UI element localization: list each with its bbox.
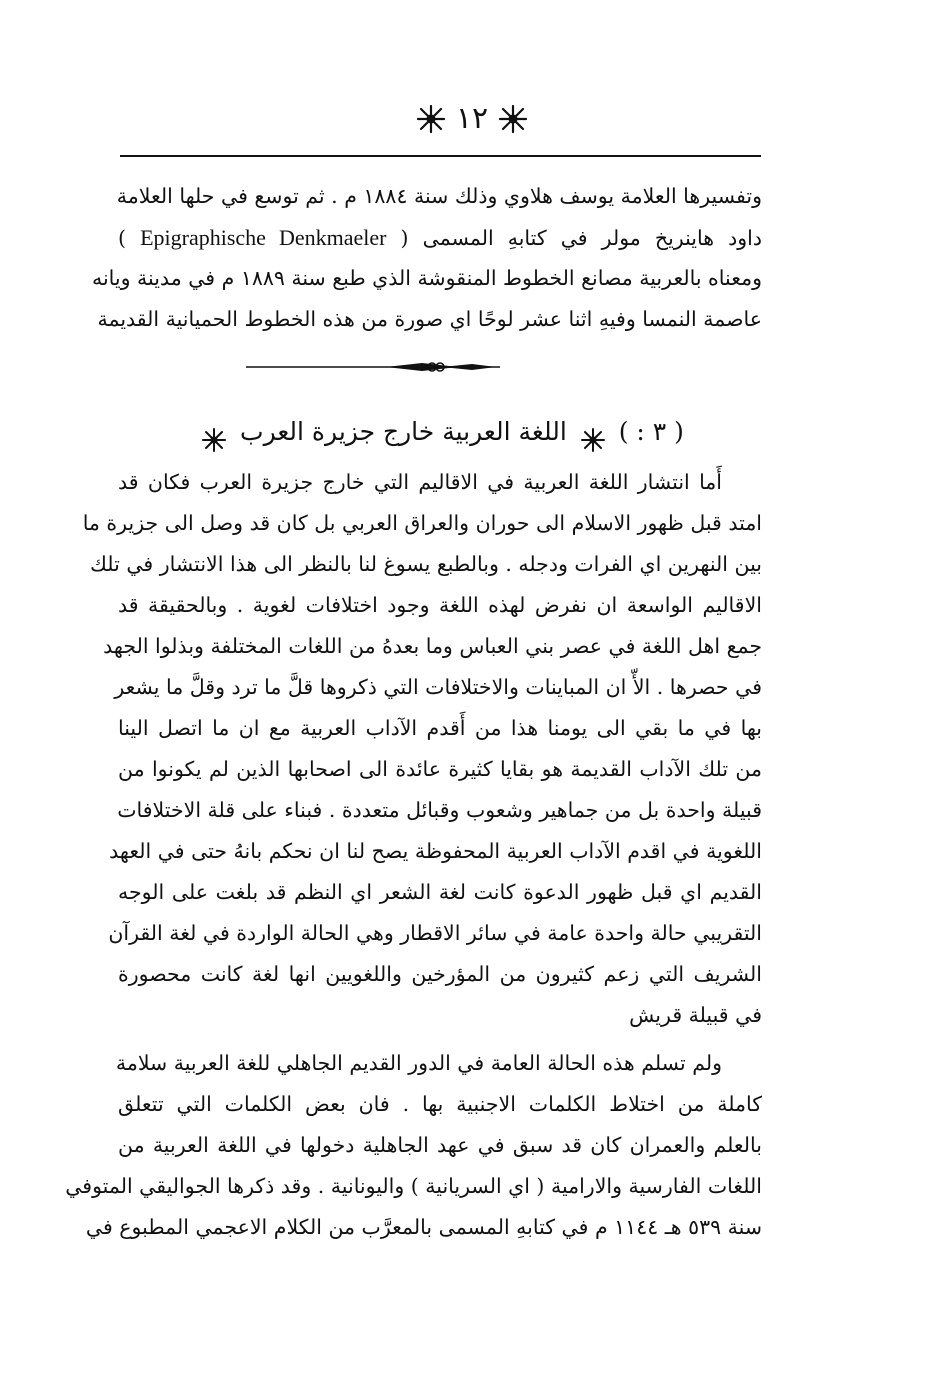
section-divider-ornament: [246, 359, 500, 373]
text-line: اللغوية في اقدم الآداب العربية المحفوظة يصح لنا ان نحكم بانهُ حتى في العهد: [109, 839, 762, 863]
text-line: بها في ما بقي الى يومنا هذا من أَقدم الآداب العربية مع ان ما اتصل الينا: [118, 716, 762, 740]
text-line: قبيلة واحدة بل من جماهير وشعوب وقبائل متعددة . فبناء على قلة الاختلافات: [117, 798, 762, 822]
text-line: كاملة من اختلاط الكلمات الاجنبية بها . فان بعض الكلمات التي تتعلق: [118, 1092, 762, 1116]
text-line: التقريبي حالة واحدة عامة في سائر الاقطار وهي الحالة الواردة في لغة القرآن: [108, 921, 762, 945]
text-line: ومعناه بالعربية مصانع الخطوط المنقوشة الذي طبع سنة ١٨٨٩ م في مدينة ويانه: [91, 266, 762, 290]
ornament-star-icon: [498, 104, 528, 134]
text-line: بين النهرين اي الفرات ودجله . وبالطبع يسوغ لنا بالنظر الى هذا الانتشار في تلك: [90, 552, 762, 576]
top-paragraph: [91, 176, 762, 340]
text-line: ولم تسلم هذه الحالة العامة في الدور القديم الجاهلي للغة العربية سلامة: [115, 1051, 722, 1075]
paragraph-2: [65, 1043, 762, 1248]
text-line: عاصمة النمسا وفيهِ اثنا عشر لوحًا اي صورة من هذه الخطوط الحميانية القديمة: [97, 307, 762, 331]
text-line: وتفسيرها العلامة يوسف هلاوي وذلك سنة ١٨٨٤ م . ثم توسع في حلها العلامة: [116, 184, 762, 208]
text-line: بالعلم والعمران كان قد سبق في عهد الجاهلية دخولها في اللغة العربية من: [118, 1133, 762, 1157]
text-line: الشريف التي زعم كثيرون من المؤرخين واللغويين انها لغة كانت محصورة: [118, 962, 762, 986]
ornament-star-icon: [416, 104, 446, 134]
text-line: القديم اي قبل ظهور الدعوة كانت لغة الشعر اي النظم قد بلغت على الوجه: [118, 880, 762, 904]
page-number: ١٢: [455, 101, 489, 136]
section-number: ( ٣ : ): [618, 417, 684, 446]
header-rule: [120, 155, 761, 157]
section-title: اللغة العربية خارج جزيرة العرب: [240, 417, 567, 446]
text-line: جمع اهل اللغة في عصر بني العباس وما بعدهُ من اللغات المختلفة وبذلوا الجهد: [103, 634, 762, 658]
heading-star-icon: [202, 422, 226, 446]
paragraph-1: [82, 462, 762, 1036]
text-line: الاقاليم الواسعة ان نفرض لهذه اللغة وجود اختلافات لغوية . وبالحقيقة قد: [118, 593, 762, 617]
text-line: امتد قبل ظهور الاسلام الى حوران والعراق العربي بل كان قد وصل الى جزيرة ما: [82, 511, 762, 535]
text-line: سنة ٥٣٩ هـ ١١٤٤ م في كتابهِ المسمى بالمعرَّب من الكلام الاعجمي المطبوع في: [85, 1215, 762, 1239]
heading-star-icon: [581, 422, 605, 446]
text-line: اللغات الفارسية والارامية ( اي السريانية ) واليونانية . وقد ذكرها الجواليقي المتوفي: [65, 1174, 762, 1198]
latin-book-title: Epigraphische Denkmaeler: [140, 225, 387, 250]
text-line: في حصرها . الأّ ان المباينات والاختلافات التي ذكروها قلَّ ما ترد وقلَّ ما يشعر: [114, 675, 762, 699]
text-line: داود هاينريخ مولر في كتابهِ المسمى ( Epigraphische Denkmaeler ): [118, 225, 762, 250]
text-line: في قبيلة قريش: [629, 1003, 762, 1027]
text-line: أَما انتشار اللغة العربية في الاقاليم التي خارج جزيرة العرب فكان قد: [118, 470, 722, 494]
section-heading: [118, 410, 762, 454]
page-header: [0, 96, 944, 142]
text-line: من تلك الآداب القديمة هو بقايا كثيرة عائدة الى اصحابها الذين لم يكونوا من: [118, 757, 762, 781]
